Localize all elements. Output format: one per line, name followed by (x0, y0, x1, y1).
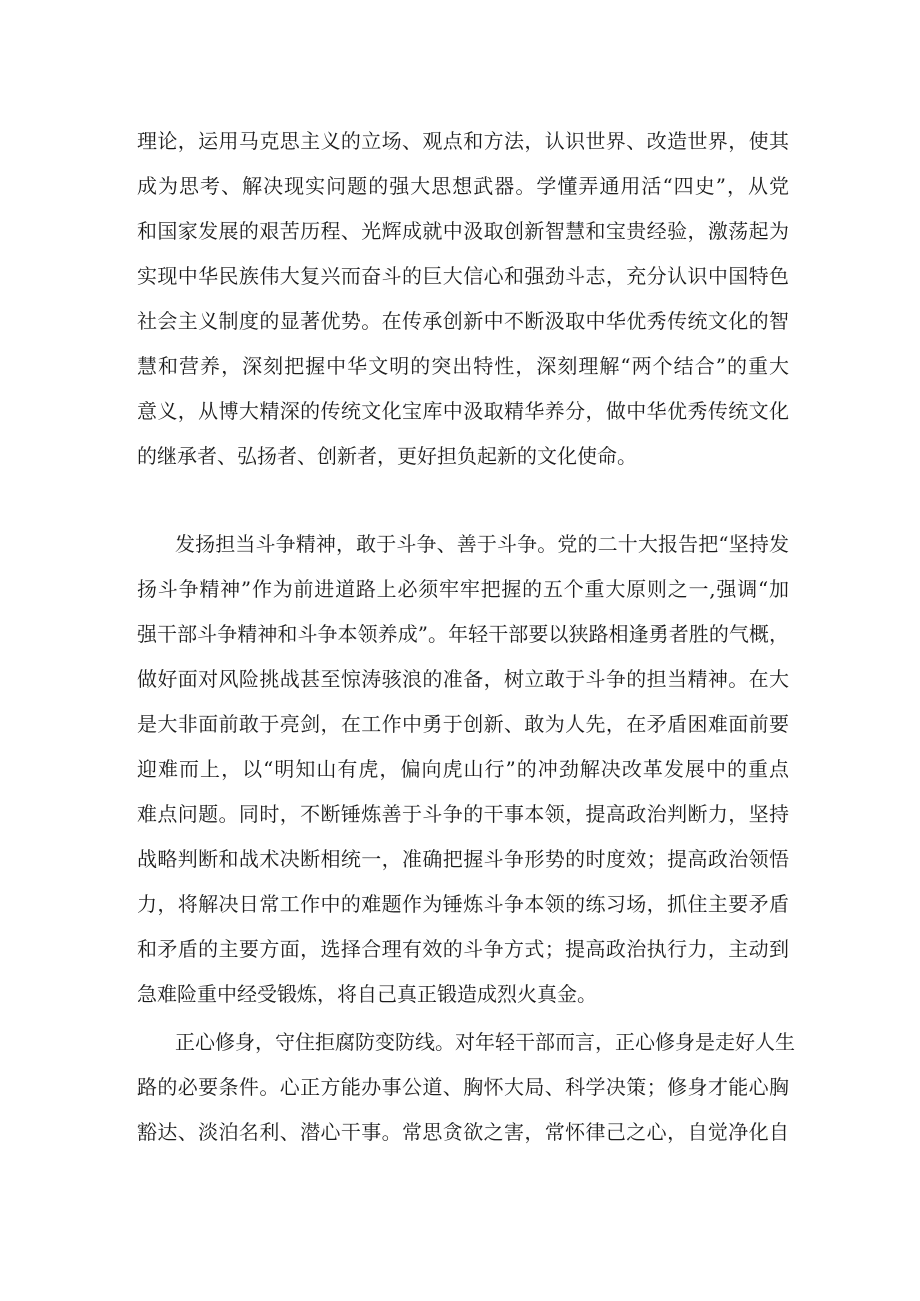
paragraph-2-line-3: 强干部斗争精神和斗争本领养成”。年轻干部要以狭路相逢勇者胜的气概， (137, 622, 789, 646)
paragraph-1-line-5: 社会主义制度的显著优势。在传承创新中不断汲取中华优秀传统文化的智 (137, 309, 789, 333)
paragraph-2-line-11: 急难险重中经受锻炼，将自己真正锻造成烈火真金。 (137, 982, 597, 1006)
paragraph-1-line-3: 和国家发展的艰苦历程、光辉成就中汲取创新智慧和宝贵经验，激荡起为 (137, 219, 789, 243)
paragraph-2-line-5: 是大非面前敢于亮剑，在工作中勇于创新、敢为人先，在矛盾困难面前要 (137, 712, 789, 736)
paragraph-2-line-9: 力，将解决日常工作中的难题作为锤炼斗争本领的练习场，抓住主要矛盾 (137, 892, 789, 916)
paragraph-1-line-1: 理论，运用马克思主义的立场、观点和方法，认识世界、改造世界，使其 (137, 129, 789, 153)
paragraph-2-line-4: 做好面对风险挑战甚至惊涛骇浪的准备，树立敢于斗争的担当精神。在大 (137, 667, 789, 691)
paragraph-1-line-6: 慧和营养，深刻把握中华文明的突出特性，深刻理解“两个结合”的重大 (137, 354, 789, 378)
paragraph-1-line-8: 的继承者、弘扬者、创新者，更好担负起新的文化使命。 (137, 444, 637, 468)
paragraph-1-line-2: 成为思考、解决现实问题的强大思想武器。学懂弄通用活“四史”，从党 (137, 174, 789, 198)
paragraph-2-line-6: 迎难而上，以“明知山有虎，偏向虎山行”的冲劲解决改革发展中的重点 (137, 757, 789, 781)
paragraph-3-line-2: 路的必要条件。心正方能办事公道、胸怀大局、科学决策；修身才能心胸 (137, 1075, 789, 1099)
paragraph-2-line-8: 战略判断和战术决断相统一，准确把握斗争形势的时度效；提高政治领悟 (137, 847, 789, 871)
paragraph-1-line-4: 实现中华民族伟大复兴而奋斗的巨大信心和强劲斗志，充分认识中国特色 (137, 264, 789, 288)
paragraph-2-line-2: 扬斗争精神”作为前进道路上必须牢牢把握的五个重大原则之一,强调“加 (137, 577, 789, 601)
paragraph-3-line-1: 正心修身，守住拒腐防变防线。对年轻干部而言，正心修身是走好人生 (175, 1030, 795, 1054)
paragraph-1-line-7: 意义，从博大精深的传统文化宝库中汲取精华养分，做中华优秀传统文化 (137, 399, 789, 423)
paragraph-3-line-3: 豁达、淡泊名利、潜心干事。常思贪欲之害，常怀律己之心，自觉净化自 (137, 1120, 789, 1144)
paragraph-2-line-10: 和矛盾的主要方面，选择合理有效的斗争方式；提高政治执行力，主动到 (137, 937, 789, 961)
paragraph-2-line-1: 发扬担当斗争精神，敢于斗争、善于斗争。党的二十大报告把“坚持发 (175, 532, 789, 556)
paragraph-2-line-7: 难点问题。同时，不断锤炼善于斗争的干事本领，提高政治判断力，坚持 (137, 802, 789, 826)
